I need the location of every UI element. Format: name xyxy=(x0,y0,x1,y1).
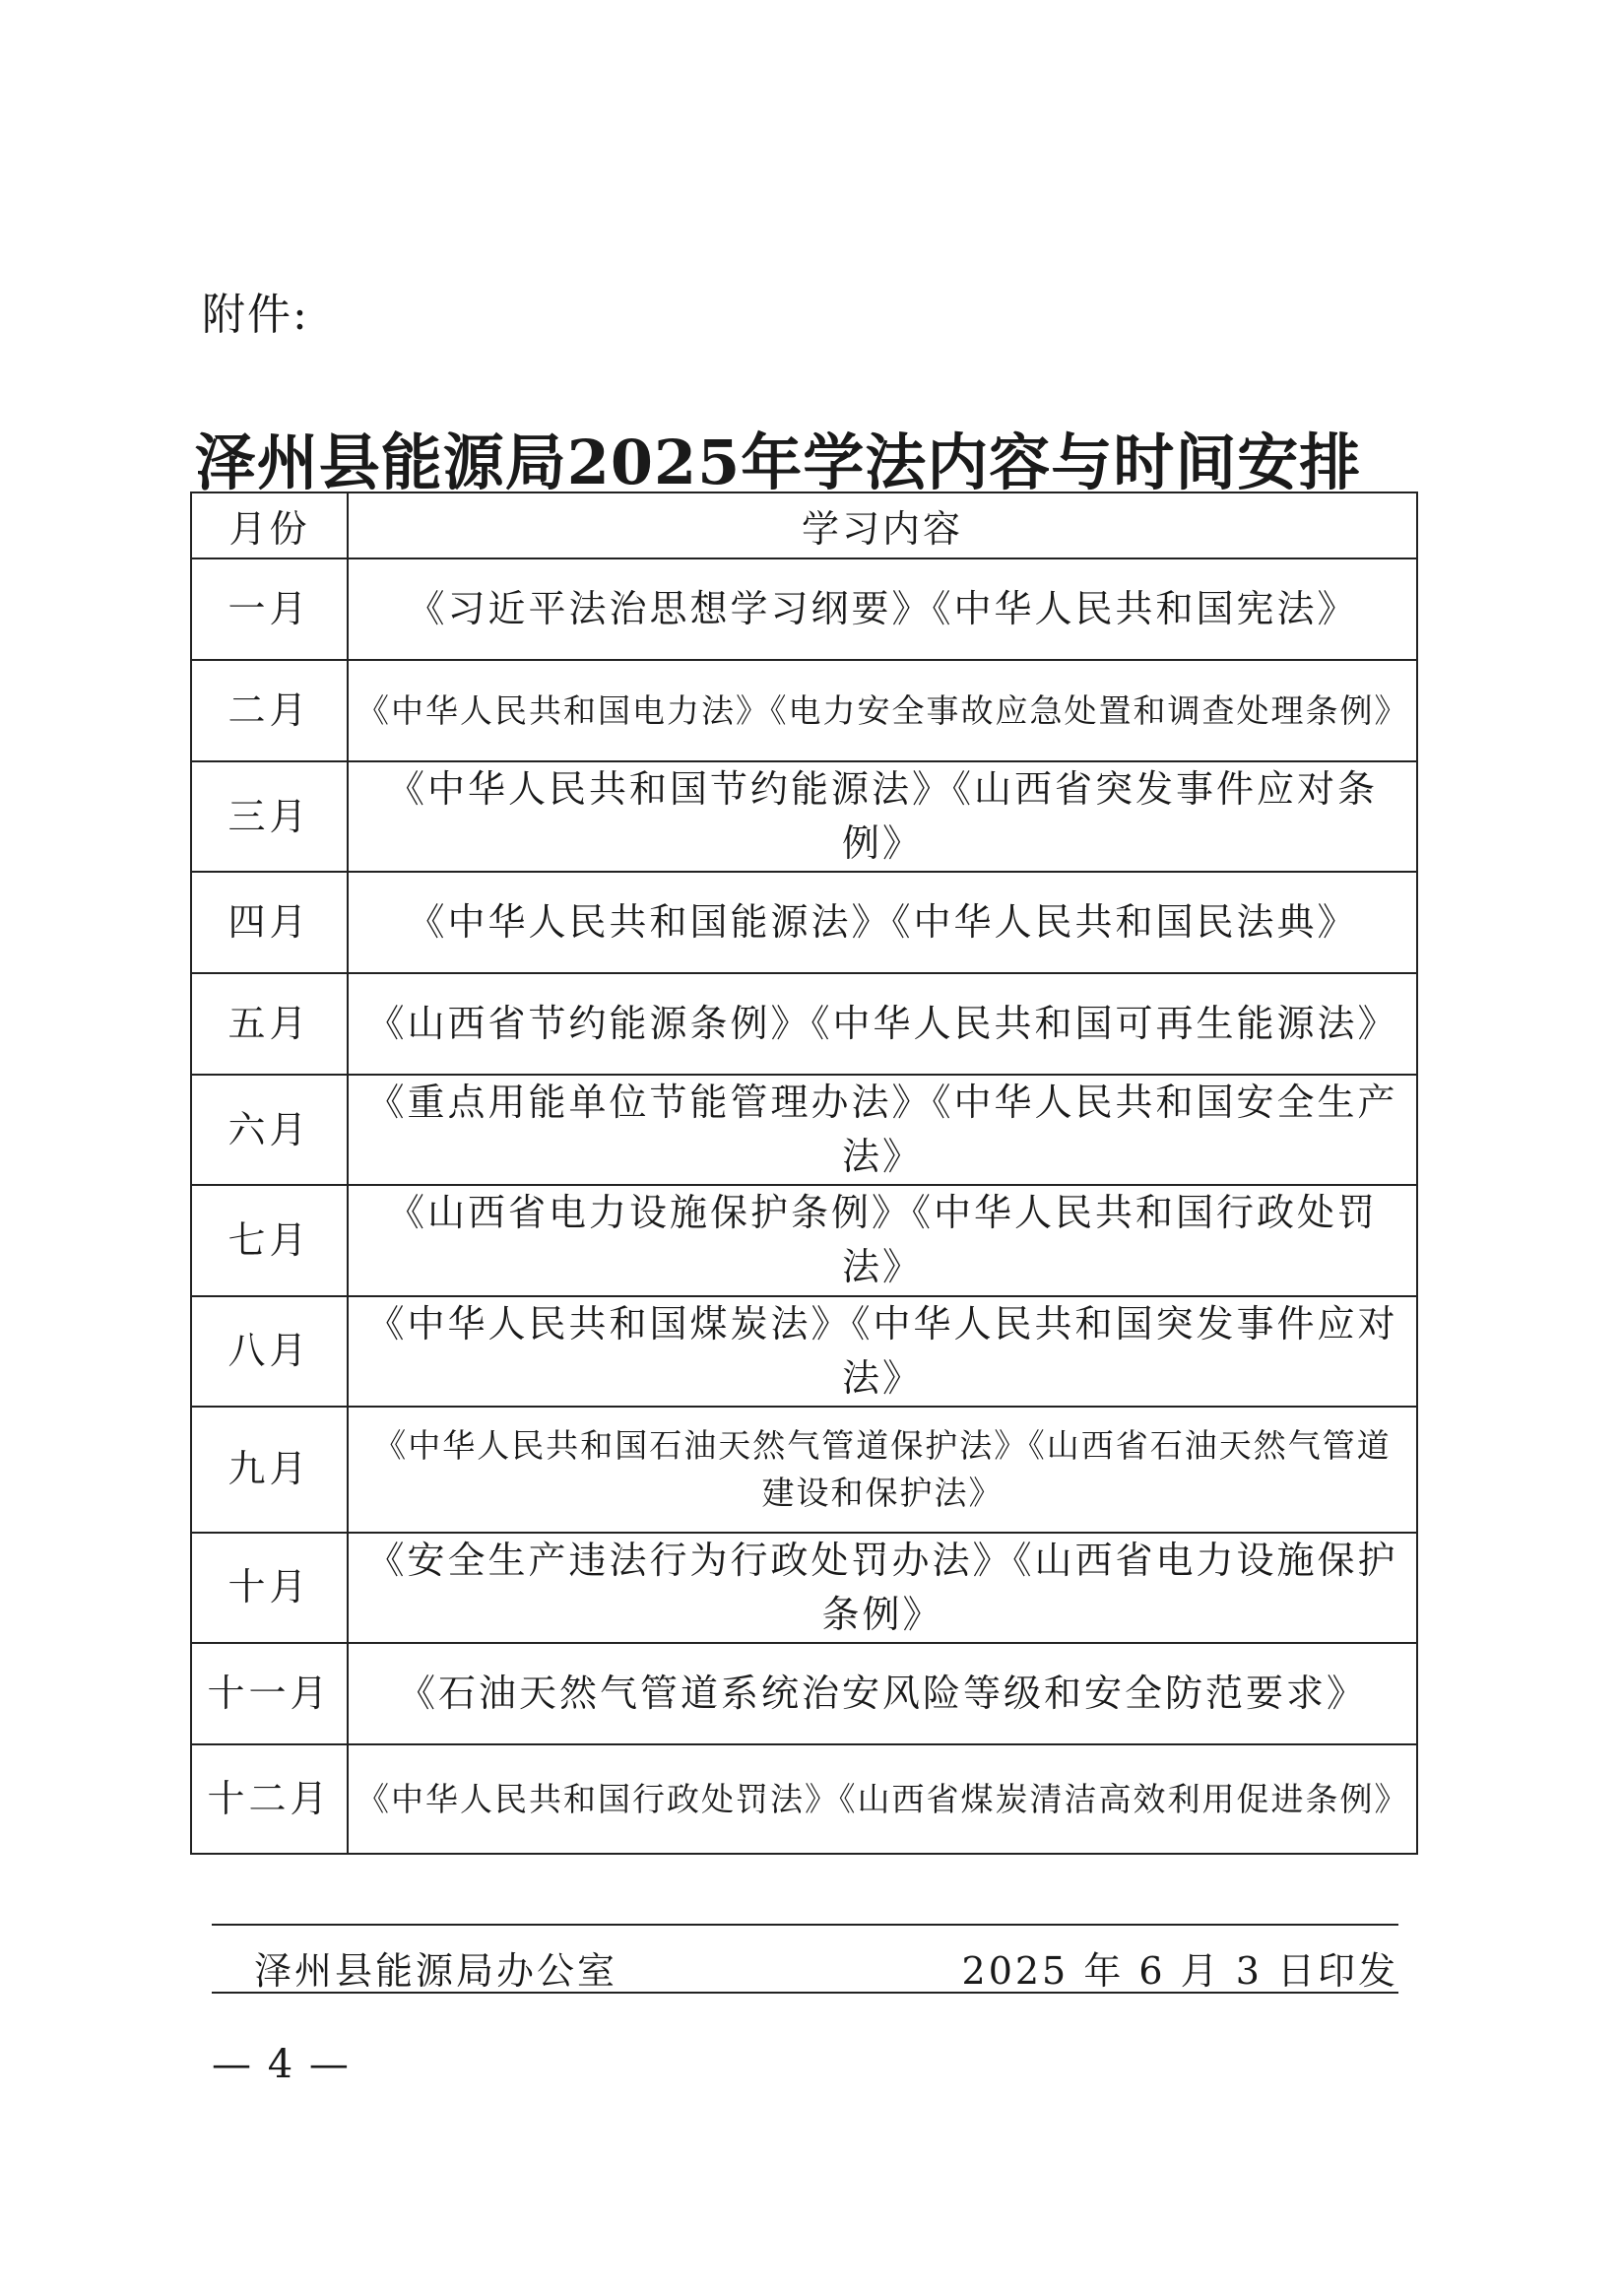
table-row xyxy=(191,558,1417,660)
attachment-label: 附件: xyxy=(202,290,309,340)
table-row xyxy=(191,660,1417,761)
table-row xyxy=(191,872,1417,973)
footer-divider-bottom xyxy=(212,1992,1398,1994)
row-content: 《中华人民共和国行政处罚法》《山西省煤炭清洁高效利用促进条例》 xyxy=(348,1744,1417,1854)
row-content: 《中华人民共和国能源法》《中华人民共和国民法典》 xyxy=(348,872,1417,973)
row-month: 一月 xyxy=(191,558,348,660)
study-schedule-table xyxy=(190,492,1418,1855)
table-row xyxy=(191,1185,1417,1295)
row-month: 六月 xyxy=(191,1075,348,1185)
row-content: 《石油天然气管道系统治安风险等级和安全防范要求》 xyxy=(348,1643,1417,1744)
row-month: 八月 xyxy=(191,1296,348,1407)
row-month: 九月 xyxy=(191,1407,348,1533)
header-month: 月份 xyxy=(191,492,348,558)
issue-date: 2025 年 6 月 3 日印发 xyxy=(961,1949,1398,1993)
row-content: 《中华人民共和国电力法》《电力安全事故应急处置和调查处理条例》 xyxy=(348,660,1417,761)
table-row xyxy=(191,1533,1417,1643)
footer-divider-top xyxy=(212,1924,1398,1926)
row-content: 《中华人民共和国节约能源法》《山西省突发事件应对条例》 xyxy=(348,761,1417,872)
row-content: 《中华人民共和国煤炭法》《中华人民共和国突发事件应对法》 xyxy=(348,1296,1417,1407)
table-row xyxy=(191,761,1417,872)
row-content: 《安全生产违法行为行政处罚办法》《山西省电力设施保护条例》 xyxy=(348,1533,1417,1643)
issuer-name: 泽州县能源局办公室 xyxy=(254,1949,618,1993)
row-month: 十月 xyxy=(191,1533,348,1643)
table-row xyxy=(191,1296,1417,1407)
row-content: 《中华人民共和国石油天然气管道保护法》《山西省石油天然气管道建设和保护法》 xyxy=(348,1407,1417,1533)
row-content: 《重点用能单位节能管理办法》《中华人民共和国安全生产法》 xyxy=(348,1075,1417,1185)
table-row xyxy=(191,973,1417,1075)
row-content: 《习近平法治思想学习纲要》《中华人民共和国宪法》 xyxy=(348,558,1417,660)
row-content: 《山西省节约能源条例》《中华人民共和国可再生能源法》 xyxy=(348,973,1417,1075)
table-row xyxy=(191,1744,1417,1854)
header-content: 学习内容 xyxy=(348,492,1417,558)
row-month: 五月 xyxy=(191,973,348,1075)
table-row xyxy=(191,1643,1417,1744)
row-month: 十二月 xyxy=(191,1744,348,1854)
table-row xyxy=(191,1075,1417,1185)
row-month: 四月 xyxy=(191,872,348,973)
row-month: 三月 xyxy=(191,761,348,872)
row-month: 十一月 xyxy=(191,1643,348,1744)
table-header-row xyxy=(191,492,1417,558)
row-month: 七月 xyxy=(191,1185,348,1295)
page-number: — 4 — xyxy=(212,2042,351,2087)
document-title: 泽州县能源局2025年学法内容与时间安排 xyxy=(194,426,1362,498)
table-row xyxy=(191,1407,1417,1533)
row-content: 《山西省电力设施保护条例》《中华人民共和国行政处罚法》 xyxy=(348,1185,1417,1295)
row-month: 二月 xyxy=(191,660,348,761)
